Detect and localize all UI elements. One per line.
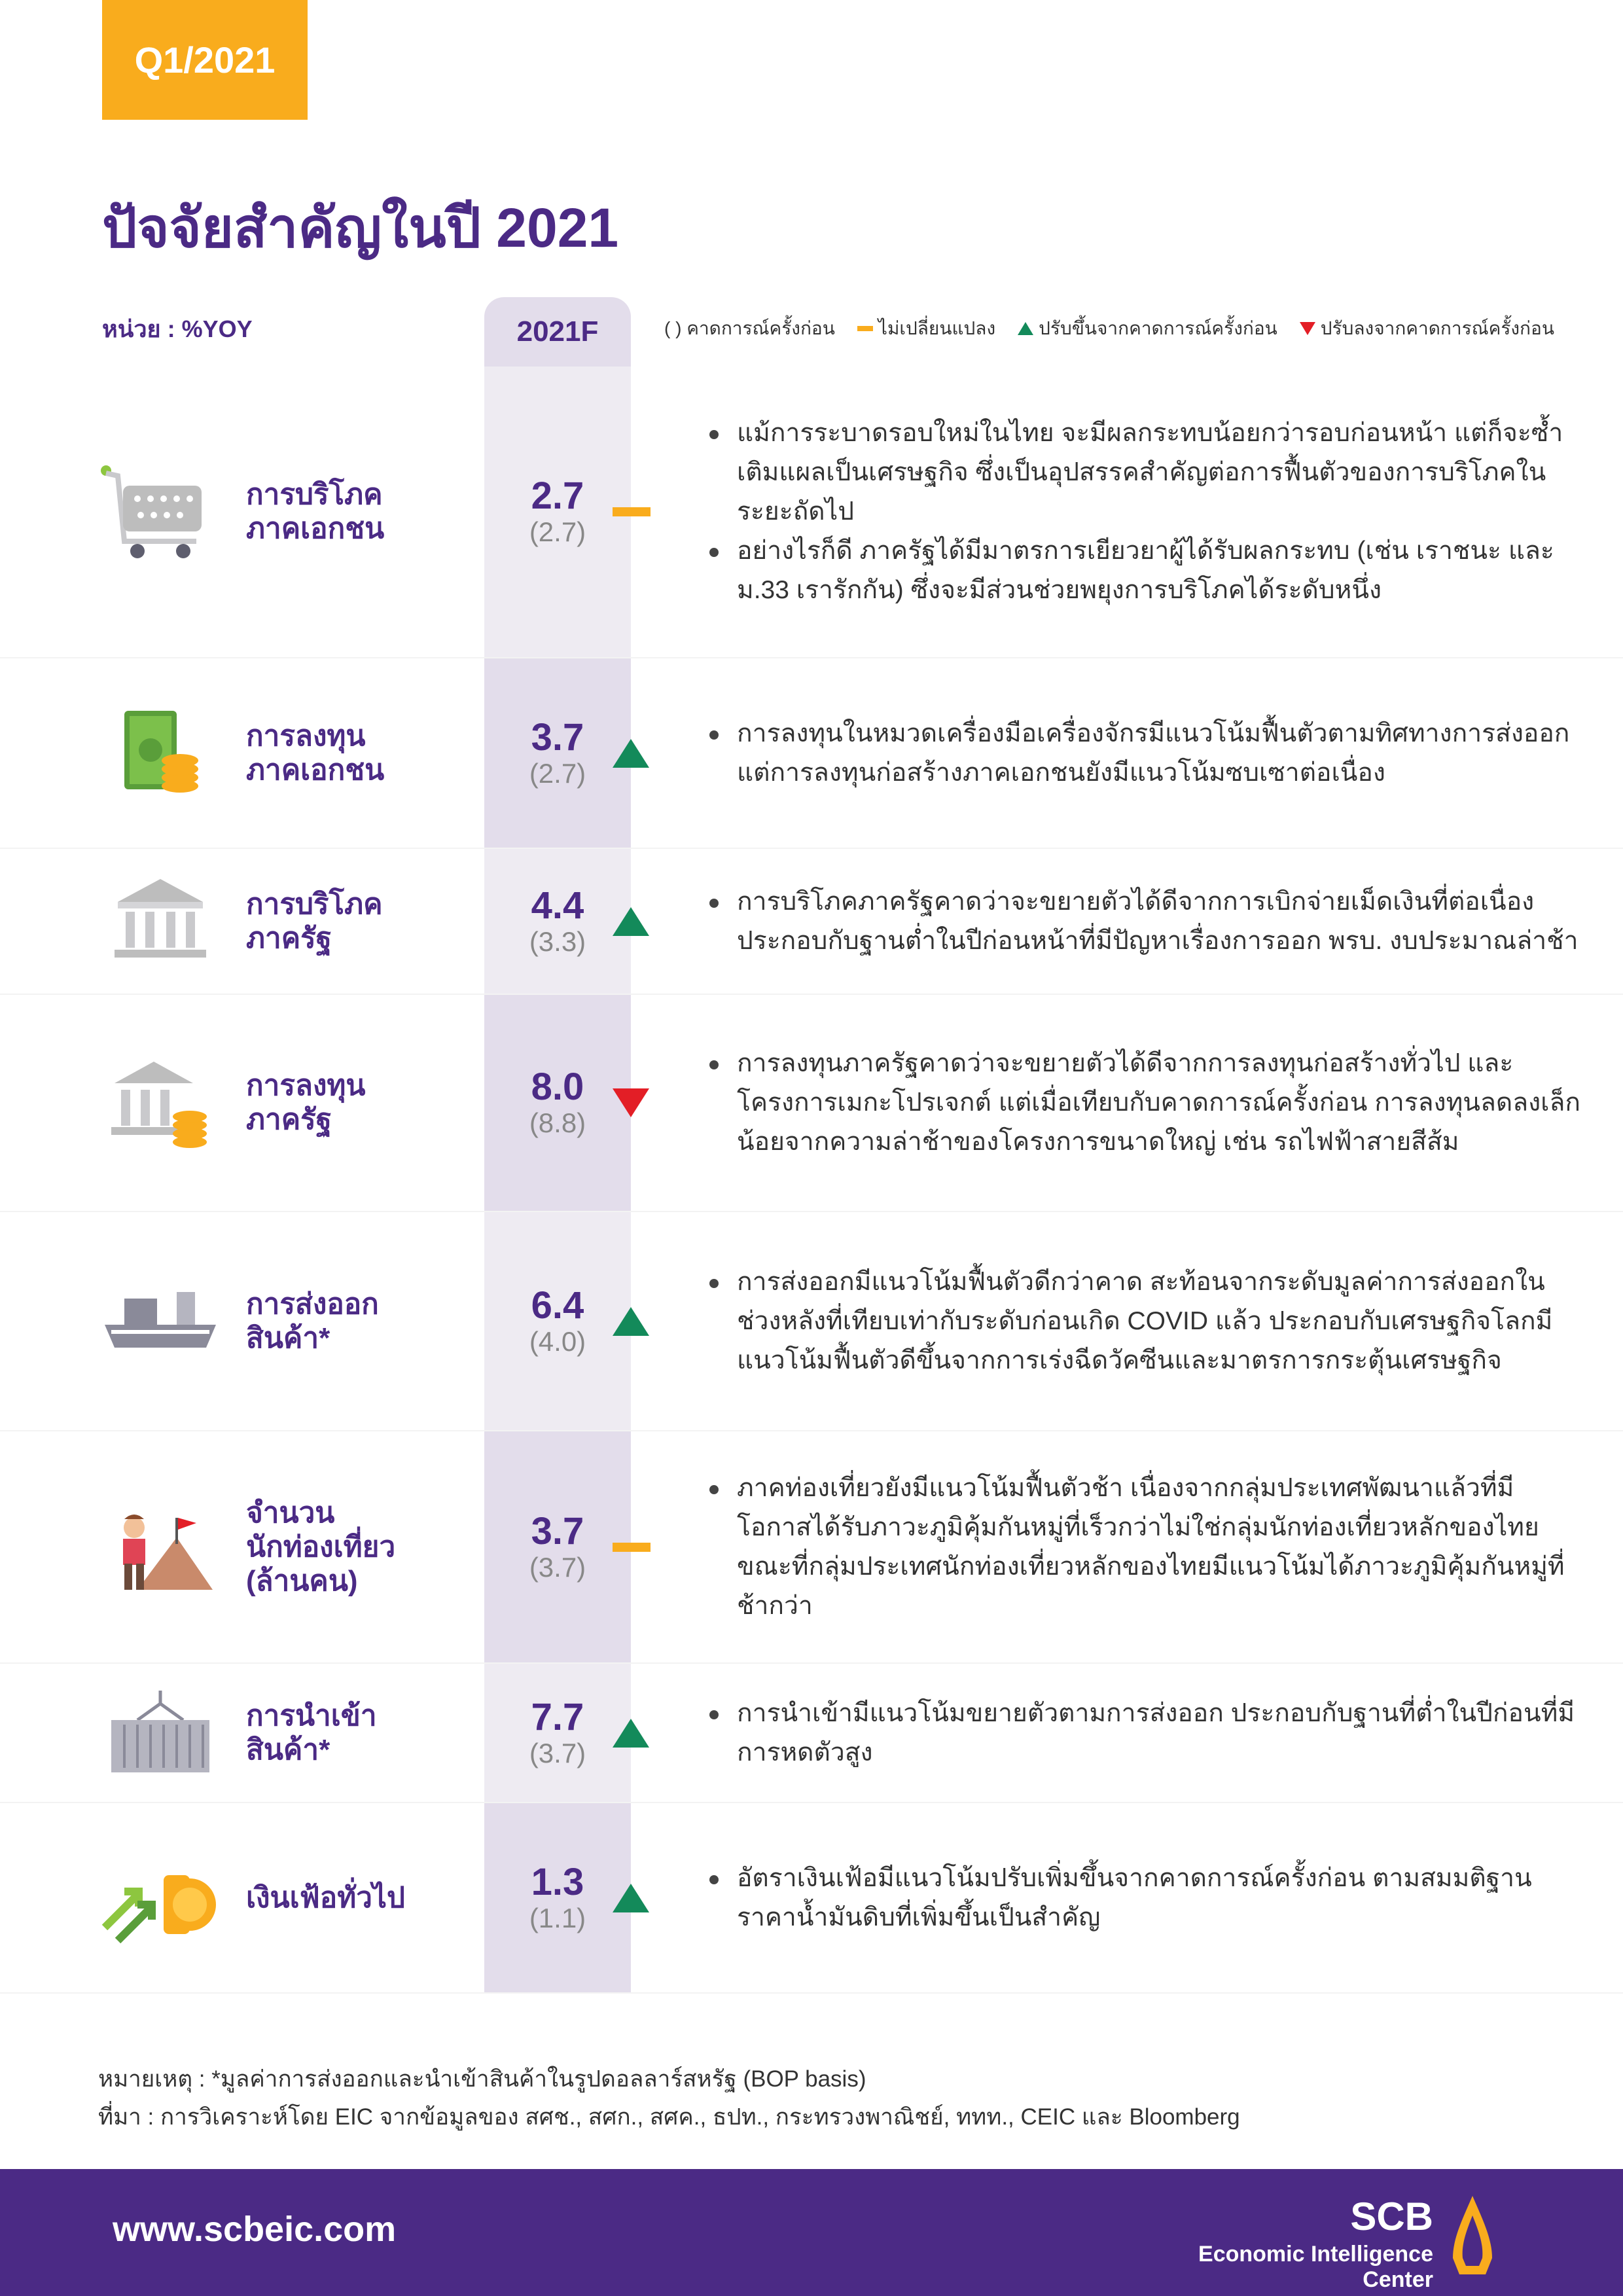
forecast-value: 1.3 — [531, 1860, 584, 1903]
commentary — [707, 1694, 1584, 1772]
scb-logo-icon — [1443, 2193, 1502, 2284]
indicator-label: จำนวน นักท่องเที่ยว (ล้านคน) — [246, 1496, 396, 1597]
indicator-label: เงินเฟ้อทั่วไป — [246, 1881, 405, 1914]
bullet-item: การส่งออกมีแนวโน้มฟื้นตัวดีกว่าคาด สะท้อนจากระดับมูลค่าการส่งออกในช่วงหลังที่เทียบเท่ากับระดับก่อนเกิด COVID แล้ว ประกอบกับเศรษฐกิจโลกมีแนวโน้มฟื้นตัวดีขึ้นจากการเร่งฉีดวัคซีนและมาตรการกระตุ้นเศรษฐกิจ — [707, 1263, 1584, 1380]
triangle-up-icon — [613, 1884, 649, 1912]
table-row — [0, 367, 1623, 658]
page-title: ปัจจัยสำคัญในปี 2021 — [102, 197, 619, 259]
bullet-item: แม้การระบาดรอบใหม่ในไทย จะมีผลกระทบน้อยกว่ารอบก่อนหน้า แต่ก็จะซ้ำเติมแผลเป็นเศรษฐกิจ ซึ่งเป็นอุปสรรคสำคัญต่อการฟื้นตัวของการบริโภคในระยะถัดไป — [707, 414, 1584, 531]
forecast-value: 3.7 — [531, 715, 584, 759]
forecast-value: 8.0 — [531, 1066, 584, 1108]
forecast-value: 6.4 — [531, 1283, 584, 1327]
unit-label: หน่วย : %YOY — [102, 315, 253, 342]
previous-forecast: (2.7) — [529, 516, 586, 547]
forecast-value: 7.7 — [531, 1695, 584, 1738]
quarter-badge: Q1/2021 — [102, 0, 308, 120]
triangle-up-icon — [613, 907, 649, 936]
government-building-icon — [98, 872, 223, 971]
legend-up — [1018, 314, 1277, 343]
triangle-up-icon — [1018, 322, 1033, 335]
column-header: 2021F — [484, 297, 631, 367]
previous-forecast: (4.0) — [529, 1325, 586, 1357]
container-icon — [98, 1684, 223, 1782]
triangle-up-icon — [613, 1719, 649, 1748]
bullet-item: อย่างไรก็ดี ภาครัฐได้มีมาตรการเยียวยาผู้ได้รับผลกระทบ (เช่น เราชนะ และ ม.33 เรารักกัน) ซึ่งจะมีส่วนช่วยพยุงการบริโภคได้ระดับหนึ่ง — [707, 531, 1584, 610]
legend-previous — [664, 314, 835, 343]
forecast-values — [484, 1697, 631, 1769]
bullet-item: การลงทุนในหมวดเครื่องมือเครื่องจักรมีแนวโน้มฟื้นตัวตามทิศทางการส่งออก แต่การลงทุนก่อสร้างภาคเอกชนยังมีแนวโน้มซบเซาต่อเนื่อง — [707, 714, 1584, 793]
bullet-item: การบริโภคภาครัฐคาดว่าจะขยายตัวได้ดีจากการเบิกจ่ายเม็ดเงินที่ต่อเนื่อง ประกอบกับฐานต่ำในปีก่อนหน้าที่มีปัญหาเรื่องการออก พรบ. งบประมาณล่าช้า — [707, 882, 1584, 961]
table-row — [0, 658, 1623, 849]
previous-forecast: (2.7) — [529, 757, 586, 789]
shopping-cart-icon — [98, 463, 223, 561]
unchanged-bar-icon — [613, 507, 651, 516]
tourist-icon — [98, 1498, 223, 1596]
commentary — [707, 1469, 1584, 1626]
previous-forecast: (3.7) — [529, 1737, 586, 1768]
commentary — [707, 1263, 1584, 1380]
legend-previous-label: ( ) คาดการณ์ครั้งก่อน — [664, 318, 835, 338]
legend-unchanged-label: ไม่เปลี่ยนแปลง — [878, 318, 996, 338]
bullet-item: การลงทุนภาครัฐคาดว่าจะขยายตัวได้ดีจากการลงทุนก่อสร้างทั่วไป และโครงการเมกะโปรเจกต์ แต่เมื่อเทียบกับคาดการณ์ครั้งก่อน การลงทุนลดลงเล็กน้อยจากความล่าช้าของโครงการขนาดใหญ่ เช่น รถไฟฟ้าสายสีส้ม — [707, 1044, 1584, 1162]
forecast-values — [484, 717, 631, 789]
commentary — [707, 882, 1584, 961]
brand-subtitle: Economic Intelligence Center — [1198, 2242, 1433, 2292]
forecast-values — [484, 1862, 631, 1934]
website-link[interactable]: www.scbeic.com — [113, 2210, 397, 2249]
forecast-values — [484, 1511, 631, 1583]
forecast-values — [484, 886, 631, 958]
forecast-value: 4.4 — [531, 884, 584, 927]
forecast-values — [484, 476, 631, 548]
bullet-item: อัตราเงินเฟ้อมีแนวโน้มปรับเพิ่มขึ้นจากคาดการณ์ครั้งก่อน ตามสมมติฐานราคาน้ำมันดิบที่เพิ่มขึ้นเป็นสำคัญ — [707, 1859, 1584, 1937]
source-note: ที่มา : การวิเคราะห์โดย EIC จากข้อมูลของ สศช., สศก., สศค., ธปท., กระทรวงพาณิชย์, ททท., CEIC และ Bloomberg — [98, 2104, 1240, 2130]
indicator-label: การลงทุน ภาคเอกชน — [246, 719, 385, 786]
indicator-label: การบริโภค ภาครัฐ — [246, 888, 383, 954]
triangle-up-icon — [613, 1307, 649, 1336]
bullet-item: การนำเข้ามีแนวโน้มขยายตัวตามการส่งออก ประกอบกับฐานที่ต่ำในปีก่อนที่มีการหดตัวสูง — [707, 1694, 1584, 1772]
brand-name: SCB — [1350, 2195, 1433, 2238]
unchanged-bar-icon — [857, 326, 873, 331]
triangle-up-icon — [613, 739, 649, 768]
table-row — [0, 995, 1623, 1212]
commentary — [707, 414, 1584, 610]
previous-forecast: (3.7) — [529, 1551, 586, 1583]
table-row — [0, 849, 1623, 995]
triangle-down-icon — [613, 1088, 649, 1117]
footnotes — [98, 2060, 1240, 2136]
previous-forecast: (8.8) — [529, 1107, 586, 1138]
remark-note: หมายเหตุ : *มูลค่าการส่งออกและนำเข้าสินค้าในรูปดอลลาร์สหรัฐ (BOP basis) — [98, 2066, 866, 2092]
indicator-label: การลงทุน ภาครัฐ — [246, 1069, 366, 1136]
previous-forecast: (1.1) — [529, 1902, 586, 1933]
legend — [664, 314, 1554, 343]
forecast-value: 3.7 — [531, 1509, 584, 1552]
previous-forecast: (3.3) — [529, 925, 586, 957]
bullet-item: ภาคท่องเที่ยวยังมีแนวโน้มฟื้นตัวช้า เนื่องจากกลุ่มประเทศพัฒนาแล้วที่มีโอกาสได้รับภาวะภูมิคุ้มกันหมู่ที่เร็วกว่าไม่ใช่กลุ่มนักท่องเที่ยวหลักของไทย ขณะที่กลุ่มประเทศนักท่องเที่ยวหลักของไทยมีแนวโน้มได้ภาวะภูมิคุ้มกันหมู่ที่ช้ากว่า — [707, 1469, 1584, 1626]
table-row — [0, 1803, 1623, 1994]
building-coins-icon — [98, 1054, 223, 1152]
forecast-values — [484, 1285, 631, 1357]
inflation-icon — [98, 1849, 223, 1947]
legend-unchanged — [857, 314, 995, 343]
legend-down — [1300, 314, 1554, 343]
cargo-ship-icon — [98, 1272, 223, 1371]
indicator-label: การนำเข้า สินค้า* — [246, 1699, 377, 1766]
table-row — [0, 1431, 1623, 1664]
table-row — [0, 1664, 1623, 1803]
unchanged-bar-icon — [613, 1543, 651, 1552]
indicator-label: การส่งออก สินค้า* — [246, 1287, 379, 1354]
forecast-values — [484, 1067, 631, 1139]
indicator-label: การบริโภค ภาคเอกชน — [246, 478, 385, 545]
commentary — [707, 1044, 1584, 1162]
commentary — [707, 1859, 1584, 1937]
triangle-down-icon — [1300, 322, 1315, 335]
legend-down-label: ปรับลงจากคาดการณ์ครั้งก่อน — [1320, 318, 1554, 338]
forecast-value: 2.7 — [531, 475, 584, 517]
legend-up-label: ปรับขึ้นจากคาดการณ์ครั้งก่อน — [1039, 318, 1277, 338]
money-coins-icon — [98, 704, 223, 802]
table-row — [0, 1212, 1623, 1431]
commentary — [707, 714, 1584, 793]
